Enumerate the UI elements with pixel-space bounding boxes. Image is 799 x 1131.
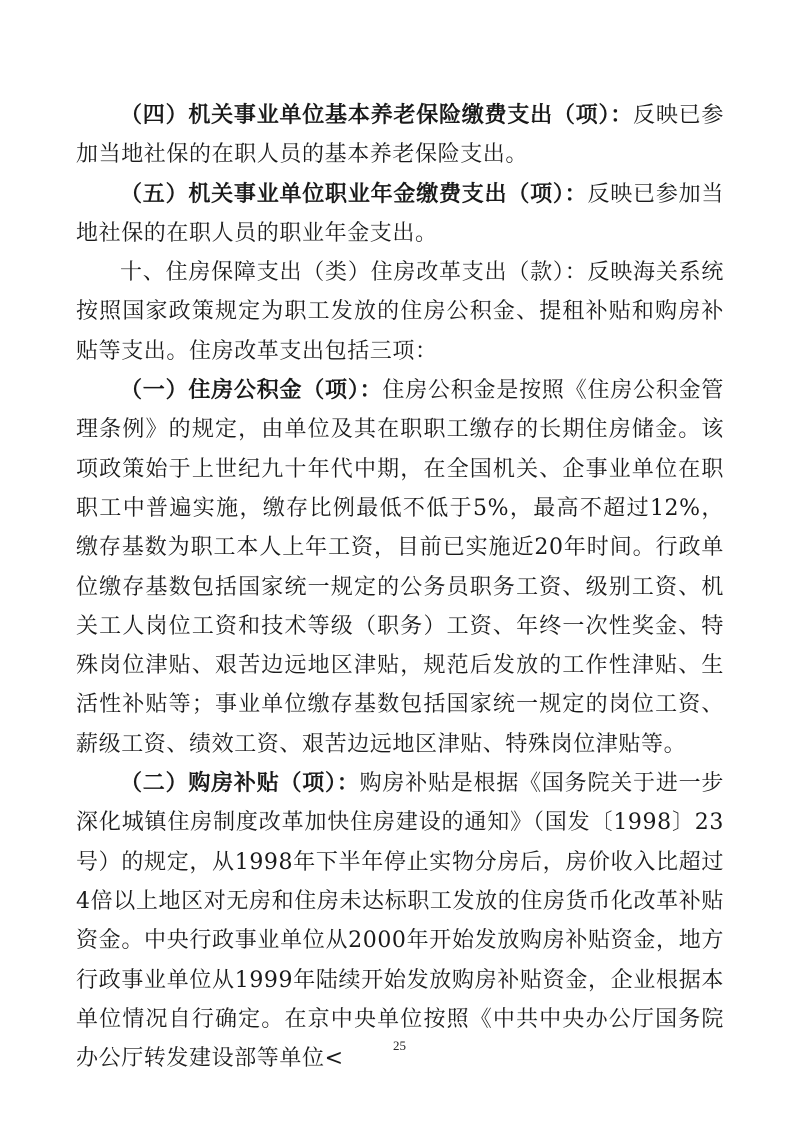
paragraph-housing-subsidy — [76, 764, 724, 1078]
paragraph-heading: （一）住房公积金（项）： — [120, 377, 383, 404]
paragraph-text: 购房补贴是根据《国务院关于进一步深化城镇住房制度改革加快住房建设的通知》（国发〔1998〕23号）的规定，从1998年下半年停止实物分房后，房价收入比超过4倍以上地区对无房和住房未达标职工发放的住房货币化改革补贴资金。中央行政事业单位从2000年开始发放购房补贴资金，地方行政事业单位从1999年陆续开始发放购房补贴资金，企业根据本单位情况自行确定。在京中央单位按照《中共中央办公厅国务院办公厅转发建设部等单位< — [76, 771, 724, 1072]
paragraph-heading: （二）购房补贴（项）： — [120, 770, 360, 797]
paragraph-heading: （五）机关事业单位职业年金缴费支出（项）： — [120, 180, 588, 207]
page-number: 25 — [393, 1038, 406, 1053]
paragraph-pension-insurance — [76, 96, 724, 175]
paragraph-housing-fund — [76, 371, 724, 764]
document-body — [76, 96, 724, 1078]
paragraph-text: 十、住房保障支出（类）住房改革支出（款）：反映海关系统按照国家政策规定为职工发放的住房公积金、提租补贴和购房补贴等支出。住房改革支出包括三项： — [76, 260, 724, 364]
paragraph-heading: （四）机关事业单位基本养老保险缴费支出（项）： — [120, 102, 634, 128]
paragraph-text: 反映已参加当地社保的在职人员的基本养老保险支出。 — [76, 103, 724, 168]
paragraph-occupational-annuity — [76, 175, 724, 254]
paragraph-housing-reform — [76, 253, 724, 371]
paragraph-text: 反映已参加当地社保的在职人员的职业年金支出。 — [76, 181, 724, 246]
paragraph-text: 住房公积金是按照《住房公积金管理条例》的规定，由单位及其在职职工缴存的长期住房储金。该项政策始于上世纪九十年代中期，在全国机关、企事业单位在职职工中普遍实施，缴存比例最低不低于5%，最高不超过12%，缴存基数为职工本人上年工资，目前已实施近20年时间。行政单位缴存基数包括国家统一规定的公务员职务工资、级别工资、机关工人岗位工资和技术等级（职务）工资、年终一次性奖金、特殊岗位津贴、艰苦边远地区津贴，规范后发放的工作性津贴、生活性补贴等；事业单位缴存基数包括国家统一规定的岗位工资、薪级工资、绩效工资、艰苦边远地区津贴、特殊岗位津贴等。 — [76, 378, 724, 757]
